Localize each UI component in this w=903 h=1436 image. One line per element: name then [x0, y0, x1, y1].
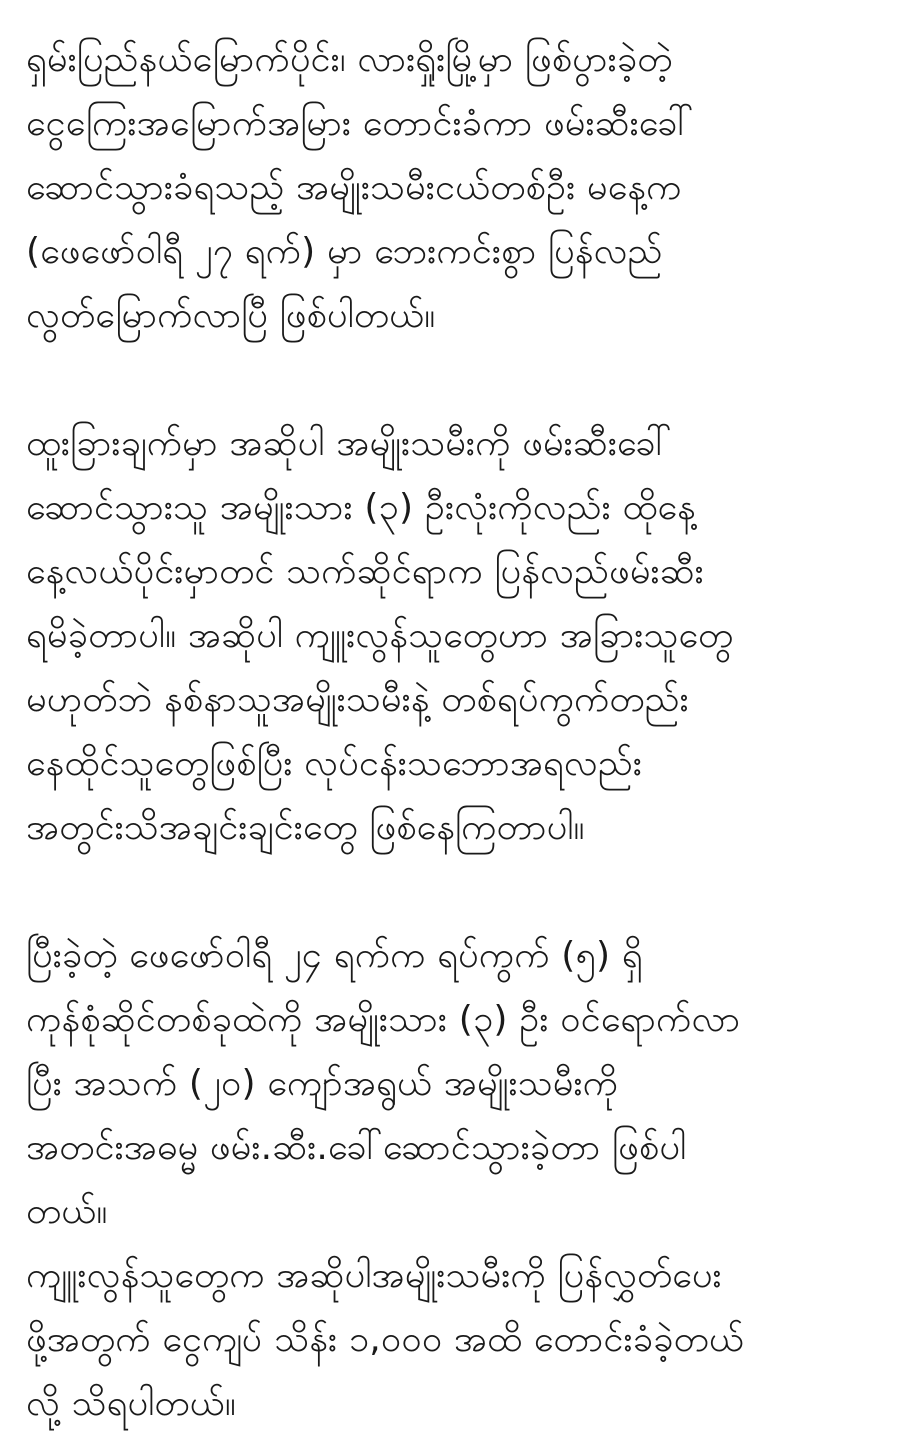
paragraph-4-line-1: ကျူးလွန်သူတွေက အဆိုပါအမျိုးသမီးကို ပြန်လွှတ်ပေး: [26, 1255, 722, 1296]
paragraph-2-line-7: အတွင်းသိအချင်းချင်းတွေ ဖြစ်နေကြတာပါ။: [26, 807, 585, 848]
paragraph-2-line-4: ရမိခဲ့တာပါ။ အဆိုပါ ကျူးလွန်သူတွေဟာ အခြားသူတွေ: [26, 615, 734, 656]
paragraph-1-line-4: (ဖေဖော်ဝါရီ ၂၇ ရက်) မှာ ဘေးကင်းစွာ ပြန်လည်: [26, 231, 663, 272]
paragraph-2-line-2: ဆောင်သွားသူ အမျိုးသား (၃) ဦးလုံးကိုလည်း ထိုနေ့: [26, 487, 696, 528]
paragraph-2-line-3: နေ့လယ်ပိုင်းမှာတင် သက်ဆိုင်ရာက ပြန်လည်ဖမ်းဆီး: [26, 551, 704, 592]
paragraph-3-line-3: ပြီး အသက် (၂၀) ကျော်အရွယ် အမျိုးသမီးကို: [26, 1063, 619, 1104]
paragraph-3-line-2: ကုန်စုံဆိုင်တစ်ခုထဲကို အမျိုးသား (၃) ဦး ဝင်ရောက်လာ: [26, 999, 741, 1040]
paragraph-1-line-5: လွတ်မြောက်လာပြီ ဖြစ်ပါတယ်။: [26, 295, 436, 336]
paragraph-1-line-3: ဆောင်သွားခံရသည့် အမျိုးသမီးငယ်တစ်ဦး မနေ့က: [26, 167, 682, 208]
paragraph-4-line-2: ဖို့အတွက် ငွေကျပ် သိန်း ၁,၀၀၀ အထိ တောင်းခံခဲ့တယ်: [26, 1319, 745, 1360]
paragraph-2-line-1: ထူးခြားချက်မှာ အဆိုပါ အမျိုးသမီးကို ဖမ်းဆီးခေါ်: [26, 423, 672, 464]
paragraph-1-line-1: ရှမ်းပြည်နယ်မြောက်ပိုင်း၊ လားရှိုးမြို့မှာ ဖြစ်ပွားခဲ့တဲ့: [26, 39, 673, 80]
paragraph-2-line-5: မဟုတ်ဘဲ နစ်နာသူအမျိုးသမီးနဲ့ တစ်ရပ်ကွက်တည်း: [26, 679, 689, 720]
paragraph-4-line-3: လို့ သိရပါတယ်။: [26, 1383, 236, 1424]
paragraph-3-line-5: တယ်။: [26, 1191, 108, 1232]
paragraph-2-line-6: နေထိုင်သူတွေဖြစ်ပြီး လုပ်ငန်းသဘောအရလည်း: [26, 743, 643, 784]
paragraph-1-line-2: ငွေကြေးအမြောက်အမြား တောင်းခံကာ ဖမ်းဆီးခေါ်: [26, 103, 694, 144]
paragraph-3-line-4: အတင်းအဓမ္မ ဖမ်း.ဆီး.ခေါ်ဆောင်သွားခဲ့တာ ဖြစ်ပါ: [26, 1127, 687, 1168]
paragraph-3-line-1: ပြီးခဲ့တဲ့ ဖေဖော်ဝါရီ ၂၄ ရက်က ရပ်ကွက် (၅) ရှိ: [26, 935, 643, 976]
